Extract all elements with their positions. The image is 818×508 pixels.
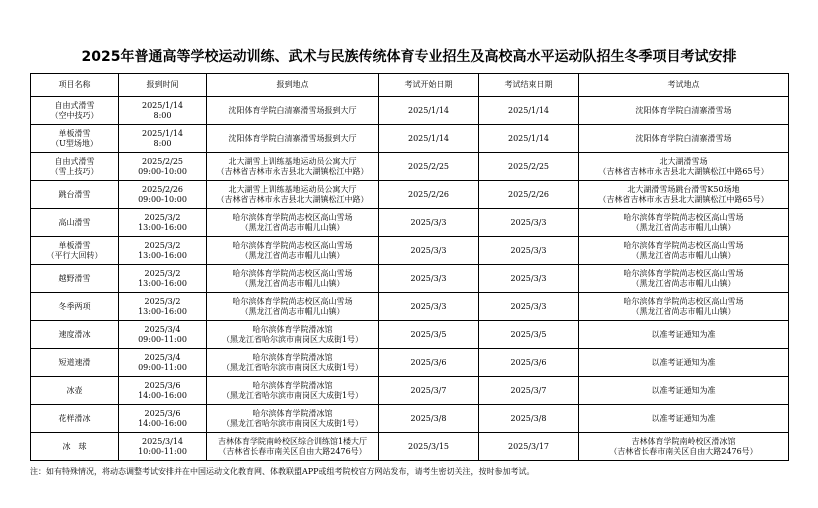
project-cell xyxy=(31,321,119,349)
checkin-place-cell xyxy=(207,209,379,237)
start-date-cell: 2025/3/7 xyxy=(379,377,479,405)
checkin-time-line: 2025/2/25 xyxy=(141,156,184,166)
checkin-time-line: 8:00 xyxy=(153,138,172,148)
table-row xyxy=(31,405,789,433)
checkin-place-line: （黑龙江省尚志市帽儿山镇） xyxy=(240,222,345,232)
venue-line: 沈阳体育学院白清寨滑雪场 xyxy=(635,133,732,143)
table-row xyxy=(31,293,789,321)
start-date-cell: 2025/3/3 xyxy=(379,293,479,321)
checkin-place-cell xyxy=(207,321,379,349)
start-date-cell: 2025/3/3 xyxy=(379,265,479,293)
venue-line: 以准考证通知为准 xyxy=(651,413,716,423)
venue-line: （吉林省吉林市永吉县北大湖镇松江中路65号） xyxy=(598,194,769,204)
venue-line: 以准考证通知为准 xyxy=(651,385,716,395)
venue-line: （黑龙江省尚志市帽儿山镇） xyxy=(631,306,736,316)
project-line: 跳台滑雪 xyxy=(58,189,91,199)
project-line: 冰壶 xyxy=(66,385,83,395)
checkin-time-line: 2025/3/6 xyxy=(144,408,181,418)
start-date-cell: 2025/3/3 xyxy=(379,209,479,237)
exam-schedule-table xyxy=(30,73,789,461)
table-row xyxy=(31,153,789,181)
checkin-time-line: 13:00-16:00 xyxy=(138,250,187,260)
checkin-place-cell xyxy=(207,97,379,125)
checkin-place-line: 哈尔滨体育学院尚志校区高山雪场 xyxy=(232,212,353,222)
checkin-place-line: （黑龙江省尚志市帽儿山镇） xyxy=(240,250,345,260)
venue-cell xyxy=(579,237,789,265)
venue-line: 哈尔滨体育学院尚志校区高山雪场 xyxy=(623,268,744,278)
project-line: 高山滑雪 xyxy=(58,217,91,227)
checkin-time-cell xyxy=(119,237,207,265)
checkin-time-cell xyxy=(119,433,207,461)
venue-cell xyxy=(579,293,789,321)
checkin-time-line: 2025/1/14 xyxy=(141,128,184,138)
project-cell xyxy=(31,349,119,377)
table-row xyxy=(31,209,789,237)
venue-line: 沈阳体育学院白清寨滑雪场 xyxy=(635,105,732,115)
venue-line: 哈尔滨体育学院尚志校区高山雪场 xyxy=(623,212,744,222)
checkin-time-line: 13:00-16:00 xyxy=(138,222,187,232)
checkin-time-line: 2025/3/2 xyxy=(144,212,181,222)
checkin-place-line: （吉林省吉林市永吉县北大湖镇松江中路） xyxy=(216,194,369,204)
checkin-place-cell xyxy=(207,265,379,293)
checkin-time-line: 2025/3/14 xyxy=(141,436,184,446)
table-row xyxy=(31,125,789,153)
checkin-time-line: 8:00 xyxy=(153,110,172,120)
checkin-time-line: 14:00-16:00 xyxy=(138,418,187,428)
venue-line: 以准考证通知为准 xyxy=(651,329,716,339)
venue-line: （黑龙江省尚志市帽儿山镇） xyxy=(631,278,736,288)
project-line: 冬季两项 xyxy=(58,301,91,311)
table-row xyxy=(31,321,789,349)
project-cell xyxy=(31,125,119,153)
venue-cell xyxy=(579,349,789,377)
checkin-place-cell xyxy=(207,293,379,321)
checkin-place-line: 沈阳体育学院白清寨滑雪场报到大厅 xyxy=(228,105,357,115)
checkin-time-line: 2025/2/26 xyxy=(141,184,184,194)
checkin-time-line: 2025/3/2 xyxy=(144,296,181,306)
venue-line: 北大湖滑雪场 xyxy=(659,156,708,166)
project-cell xyxy=(31,153,119,181)
table-row xyxy=(31,265,789,293)
checkin-time-line: 2025/3/2 xyxy=(144,240,181,250)
project-cell xyxy=(31,433,119,461)
venue-cell xyxy=(579,321,789,349)
project-line: 冰 球 xyxy=(62,441,87,451)
checkin-place-line: 哈尔滨体育学院尚志校区高山雪场 xyxy=(232,296,353,306)
start-date-cell: 2025/3/15 xyxy=(379,433,479,461)
checkin-place-cell xyxy=(207,125,379,153)
header-checkin-place: 报到地点 xyxy=(207,74,379,97)
project-line: 越野滑雪 xyxy=(58,273,91,283)
project-line: 速度滑冰 xyxy=(58,329,91,339)
start-date-cell: 2025/2/25 xyxy=(379,153,479,181)
checkin-time-cell xyxy=(119,405,207,433)
checkin-time-line: 2025/3/4 xyxy=(144,324,181,334)
checkin-place-line: 哈尔滨体育学院尚志校区高山雪场 xyxy=(232,268,353,278)
checkin-place-cell xyxy=(207,181,379,209)
end-date-cell: 2025/3/3 xyxy=(479,237,579,265)
end-date-cell: 2025/1/14 xyxy=(479,125,579,153)
venue-line: （吉林省吉林市永吉县北大湖镇松江中路65号） xyxy=(598,166,769,176)
project-line: 短道速滑 xyxy=(58,357,91,367)
checkin-time-line: 14:00-16:00 xyxy=(138,390,187,400)
project-cell xyxy=(31,405,119,433)
checkin-place-line: （黑龙江省尚志市帽儿山镇） xyxy=(240,278,345,288)
page-title: 2025年普通高等学校运动训练、武术与民族传统体育专业招生及高校高水平运动队招生冬季项目考试安排 xyxy=(81,49,737,65)
checkin-time-line: 2025/3/6 xyxy=(144,380,181,390)
checkin-time-cell xyxy=(119,125,207,153)
checkin-place-line: （黑龙江省哈尔滨市南岗区大成街1号） xyxy=(221,334,364,344)
project-cell xyxy=(31,181,119,209)
checkin-time-line: 2025/3/4 xyxy=(144,352,181,362)
project-line: 单板滑雪 xyxy=(58,128,91,138)
table-row xyxy=(31,97,789,125)
checkin-place-line: 哈尔滨体育学院滑冰馆 xyxy=(252,380,333,390)
end-date-cell: 2025/2/25 xyxy=(479,153,579,181)
start-date-cell: 2025/3/6 xyxy=(379,349,479,377)
venue-cell xyxy=(579,405,789,433)
header-venue: 考试地点 xyxy=(579,74,789,97)
end-date-cell: 2025/3/17 xyxy=(479,433,579,461)
project-cell xyxy=(31,209,119,237)
venue-cell xyxy=(579,181,789,209)
header-end-date: 考试结束日期 xyxy=(479,74,579,97)
venue-line: 吉林体育学院南岭校区滑冰馆 xyxy=(631,436,736,446)
project-cell xyxy=(31,377,119,405)
start-date-cell: 2025/3/5 xyxy=(379,321,479,349)
checkin-time-line: 2025/3/2 xyxy=(144,268,181,278)
project-line: 单板滑雪 xyxy=(58,240,91,250)
end-date-cell: 2025/3/3 xyxy=(479,265,579,293)
checkin-place-line: 北大湖雪上训练基地运动员公寓大厅 xyxy=(228,156,357,166)
checkin-time-cell xyxy=(119,181,207,209)
footnote: 注：如有特殊情况，将动态调整考试安排并在中国运动文化教育网、体教联盟APP或组考院校官方网站发布，请考生密切关注，按时参加考试。 xyxy=(30,467,535,476)
end-date-cell: 2025/3/8 xyxy=(479,405,579,433)
checkin-place-line: 北大湖雪上训练基地运动员公寓大厅 xyxy=(228,184,357,194)
project-line: 自由式滑雪 xyxy=(54,100,95,110)
checkin-time-line: 13:00-16:00 xyxy=(138,306,187,316)
checkin-time-cell xyxy=(119,209,207,237)
checkin-place-line: 哈尔滨体育学院滑冰馆 xyxy=(252,324,333,334)
checkin-place-cell xyxy=(207,377,379,405)
table-row xyxy=(31,377,789,405)
end-date-cell: 2025/3/6 xyxy=(479,349,579,377)
checkin-place-cell xyxy=(207,153,379,181)
checkin-place-line: （黑龙江省哈尔滨市南岗区大成街1号） xyxy=(221,362,364,372)
checkin-time-cell xyxy=(119,349,207,377)
end-date-cell: 2025/2/26 xyxy=(479,181,579,209)
start-date-cell: 2025/1/14 xyxy=(379,97,479,125)
venue-cell xyxy=(579,209,789,237)
start-date-cell: 2025/1/14 xyxy=(379,125,479,153)
project-line: （雪上技巧） xyxy=(50,166,99,176)
header-checkin-time: 报到时间 xyxy=(119,74,207,97)
checkin-time-line: 09:00-10:00 xyxy=(138,166,187,176)
table-row xyxy=(31,433,789,461)
checkin-place-cell xyxy=(207,405,379,433)
checkin-time-line: 10:00-11:00 xyxy=(138,446,187,456)
checkin-time-line: 09:00-10:00 xyxy=(138,194,187,204)
checkin-place-line: （黑龙江省哈尔滨市南岗区大成街1号） xyxy=(221,390,364,400)
header-start-date: 考试开始日期 xyxy=(379,74,479,97)
venue-line: 以准考证通知为准 xyxy=(651,357,716,367)
start-date-cell: 2025/3/3 xyxy=(379,237,479,265)
venue-line: 哈尔滨体育学院尚志校区高山雪场 xyxy=(623,240,744,250)
checkin-time-cell xyxy=(119,377,207,405)
checkin-time-line: 09:00-11:00 xyxy=(138,362,187,372)
checkin-place-cell xyxy=(207,237,379,265)
end-date-cell: 2025/3/3 xyxy=(479,209,579,237)
table-row xyxy=(31,237,789,265)
project-line: （空中技巧） xyxy=(50,110,99,120)
checkin-place-cell xyxy=(207,349,379,377)
checkin-time-cell xyxy=(119,265,207,293)
project-cell xyxy=(31,237,119,265)
project-line: （U型场地） xyxy=(51,138,98,148)
venue-cell xyxy=(579,97,789,125)
venue-cell xyxy=(579,125,789,153)
checkin-place-line: （黑龙江省哈尔滨市南岗区大成街1号） xyxy=(221,418,364,428)
venue-cell xyxy=(579,265,789,293)
checkin-place-line: 吉林体育学院南岭校区综合训练馆1楼大厅 xyxy=(217,436,368,446)
project-cell xyxy=(31,265,119,293)
venue-line: （黑龙江省尚志市帽儿山镇） xyxy=(631,222,736,232)
checkin-place-line: 哈尔滨体育学院滑冰馆 xyxy=(252,408,333,418)
project-line: 自由式滑雪 xyxy=(54,156,95,166)
project-cell xyxy=(31,97,119,125)
project-cell xyxy=(31,293,119,321)
project-line: 花样滑冰 xyxy=(58,413,91,423)
checkin-place-line: （吉林省吉林市永吉县北大湖镇松江中路） xyxy=(216,166,369,176)
checkin-time-cell xyxy=(119,153,207,181)
end-date-cell: 2025/1/14 xyxy=(479,97,579,125)
checkin-time-line: 2025/1/14 xyxy=(141,100,184,110)
checkin-place-line: （黑龙江省尚志市帽儿山镇） xyxy=(240,306,345,316)
venue-line: （吉林省长春市南关区自由大路2476号） xyxy=(609,446,758,456)
checkin-time-cell xyxy=(119,321,207,349)
checkin-place-line: （吉林省长春市南关区自由大路2476号） xyxy=(218,446,367,456)
start-date-cell: 2025/3/8 xyxy=(379,405,479,433)
checkin-place-line: 哈尔滨体育学院滑冰馆 xyxy=(252,352,333,362)
checkin-time-cell xyxy=(119,97,207,125)
table-row xyxy=(31,349,789,377)
checkin-time-line: 09:00-11:00 xyxy=(138,334,187,344)
venue-line: 北大湖滑雪场跳台滑雪K50场地 xyxy=(627,184,740,194)
end-date-cell: 2025/3/3 xyxy=(479,293,579,321)
venue-cell xyxy=(579,433,789,461)
venue-line: 哈尔滨体育学院尚志校区高山雪场 xyxy=(623,296,744,306)
venue-line: （黑龙江省尚志市帽儿山镇） xyxy=(631,250,736,260)
venue-cell xyxy=(579,153,789,181)
table-header-row xyxy=(31,74,789,97)
start-date-cell: 2025/2/26 xyxy=(379,181,479,209)
end-date-cell: 2025/3/7 xyxy=(479,377,579,405)
checkin-place-cell xyxy=(207,433,379,461)
project-line: （平行大回转） xyxy=(46,250,103,260)
table-row xyxy=(31,181,789,209)
venue-cell xyxy=(579,377,789,405)
checkin-place-line: 沈阳体育学院白清寨滑雪场报到大厅 xyxy=(228,133,357,143)
end-date-cell: 2025/3/5 xyxy=(479,321,579,349)
checkin-place-line: 哈尔滨体育学院尚志校区高山雪场 xyxy=(232,240,353,250)
header-project: 项目名称 xyxy=(31,74,119,97)
checkin-time-cell xyxy=(119,293,207,321)
checkin-time-line: 13:00-16:00 xyxy=(138,278,187,288)
